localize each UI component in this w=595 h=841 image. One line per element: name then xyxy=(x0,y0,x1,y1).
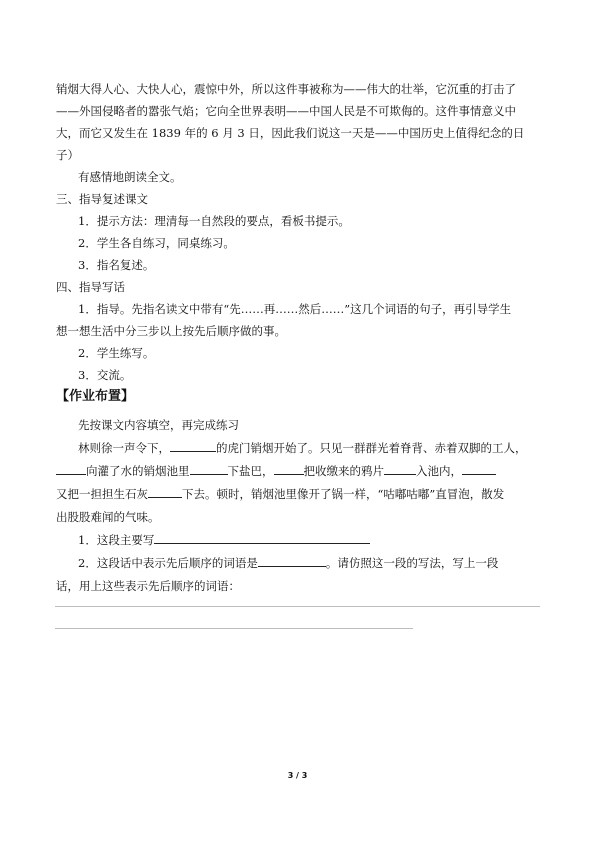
exercise-text: 又把一担担生石灰 xyxy=(56,487,148,501)
exercise-line: 出股股难闻的气味。 xyxy=(56,510,160,524)
writing-line[interactable] xyxy=(55,606,540,607)
list-item: 2．学生练写。 xyxy=(78,346,155,360)
exercise-text: 入池内， xyxy=(416,464,462,478)
fill-blank[interactable] xyxy=(462,464,496,475)
body-line: 想一想生活中分三步以上按先后顺序做的事。 xyxy=(56,324,286,338)
fill-blank[interactable] xyxy=(384,464,416,475)
exercise-text: 的虎门销烟开始了。只见一群群光着脊背、赤着双脚的工人， xyxy=(216,441,527,455)
list-item: 1．指导。先指名读文中带有“先……再……然后……”这几个词语的句子，再引导学生 xyxy=(78,302,512,316)
fill-blank[interactable] xyxy=(56,464,86,475)
body-line: 有感情地朗读全文。 xyxy=(78,170,182,184)
fill-blank[interactable] xyxy=(274,464,304,475)
body-line: ——外国侵略者的嚣张气焰；它向全世界表明——中国人民是不可欺侮的。这件事情意义中 xyxy=(56,104,516,118)
fill-blank[interactable] xyxy=(170,441,216,452)
question-text: 。请仿照这一段的写法，写上一段 xyxy=(325,556,499,570)
list-item: 1．提示方法：理清每一自然段的要点，看板书提示。 xyxy=(78,214,350,228)
exercise-line xyxy=(78,441,542,455)
exercise-text: 林则徐一声令下， xyxy=(78,441,170,455)
question-2 xyxy=(78,556,542,570)
answer-blank[interactable] xyxy=(258,556,326,567)
writing-line[interactable] xyxy=(55,628,413,629)
section-title: 三、指导复述课文 xyxy=(56,192,148,206)
question-text: 2．这段话中表示先后顺序的词语是 xyxy=(78,556,258,570)
fill-blank[interactable] xyxy=(190,464,228,475)
list-item: 3．交流。 xyxy=(78,368,132,382)
exercise-line xyxy=(56,464,542,478)
homework-intro: 先按课文内容填空，再完成练习 xyxy=(78,418,239,432)
list-item: 3．指名复述。 xyxy=(78,258,155,272)
exercise-text: 下去。顿时，销烟池里像开了锅一样，“咕嘟咕嘟”直冒泡，散发 xyxy=(182,487,505,501)
homework-heading: 【作业布置】 xyxy=(56,389,135,404)
page-number: 3 / 3 xyxy=(287,771,308,780)
body-line: 子） xyxy=(56,148,79,162)
body-line: 大，而它又发生在 1839 年的 6 月 3 日，因此我们说这一天是——中国历史上值得纪念的日 xyxy=(56,126,525,140)
exercise-line xyxy=(56,487,542,501)
list-item: 2．学生各自练习，同桌练习。 xyxy=(78,236,235,250)
exercise-text: 把收缴来的鸦片 xyxy=(303,464,384,478)
exercise-text: 下盐巴， xyxy=(227,464,274,478)
section-title: 四、指导写话 xyxy=(56,280,125,294)
fill-blank[interactable] xyxy=(148,487,182,498)
answer-blank[interactable] xyxy=(154,533,370,544)
question-1 xyxy=(78,533,542,547)
question-text: 1．这段主要写 xyxy=(78,533,155,547)
question-text: 话，用上这些表示先后顺序的词语： xyxy=(56,579,240,593)
body-line: 销烟大得人心、大快人心，震惊中外，所以这件事被称为——伟大的壮举，它沉重的打击了 xyxy=(56,82,516,96)
exercise-text: 向灌了水的销烟池里 xyxy=(86,464,190,478)
